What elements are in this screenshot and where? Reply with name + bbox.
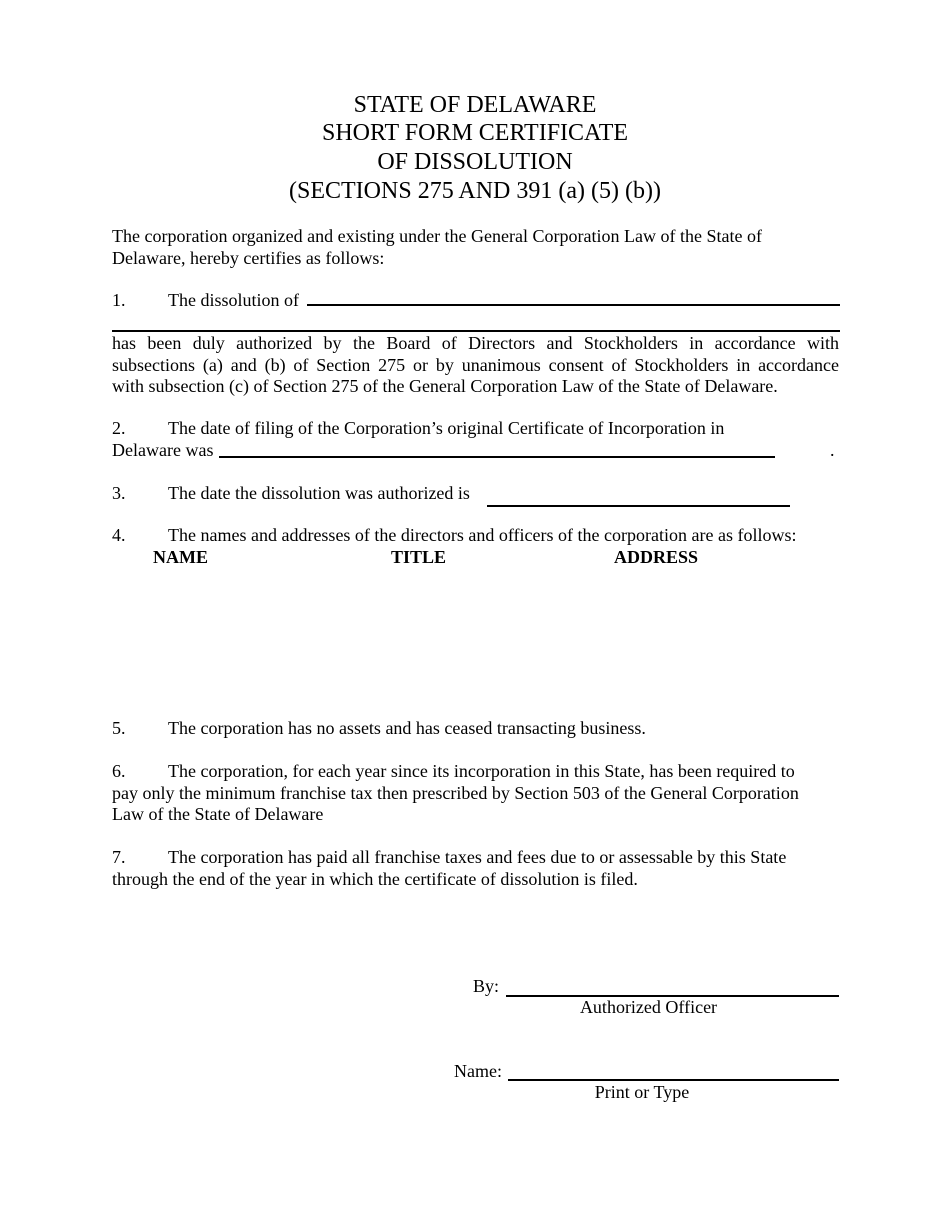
item-2-line-1: The date of filing of the Corporation’s original Certificate of Incorporation in xyxy=(168,418,725,438)
item-1-paragraph xyxy=(112,333,839,398)
column-header-name: NAME xyxy=(153,547,208,567)
by-label: By: xyxy=(473,976,500,996)
item-1-line-2: subsections (a) and (b) of Section 275 or by unanimous consent of Stockholders in accordance xyxy=(112,354,839,375)
printed-name-field[interactable] xyxy=(508,1079,839,1081)
incorporation-date-field[interactable] xyxy=(219,456,775,458)
title-line-3: OF DISSOLUTION xyxy=(377,149,573,175)
item-1-line-3: with subsection (c) of Section 275 of the General Corporation Law of the State of Delaware. xyxy=(112,376,778,396)
title-line-2: SHORT FORM CERTIFICATE xyxy=(321,120,629,146)
item-3-number: 3. xyxy=(112,483,126,503)
item-2-period: . xyxy=(830,440,835,460)
intro-line-1: The corporation organized and existing under the General Corporation Law of the State of xyxy=(112,226,762,246)
column-header-address: ADDRESS xyxy=(614,547,699,567)
dissolution-of-field[interactable] xyxy=(307,304,840,306)
item-3-label: The date the dissolution was authorized is xyxy=(168,483,470,503)
item-6-line-3: Law of the State of Delaware xyxy=(112,804,324,824)
item-6-line-1: The corporation, for each year since its incorporation in this State, has been required to xyxy=(168,761,795,781)
item-1-label: The dissolution of xyxy=(168,290,299,310)
item-6-line-2: pay only the minimum franchise tax then prescribed by Section 503 of the General Corporation xyxy=(112,783,799,803)
item-1-number: 1. xyxy=(112,290,126,310)
item-4-text: The names and addresses of the directors and officers of the corporation are as follows: xyxy=(168,525,797,545)
item-5-text: The corporation has no assets and has ceased transacting business. xyxy=(168,718,646,738)
dissolution-of-field-line-2[interactable] xyxy=(112,330,840,332)
authorized-officer-caption: Authorized Officer xyxy=(579,997,718,1017)
item-7-number: 7. xyxy=(112,847,126,867)
column-header-title: TITLE xyxy=(391,547,447,567)
name-label: Name: xyxy=(454,1061,502,1081)
item-2-number: 2. xyxy=(112,418,126,438)
item-6-number: 6. xyxy=(112,761,126,781)
intro-line-2: Delaware, hereby certifies as follows: xyxy=(112,247,385,268)
title-line-1: STATE OF DELAWARE xyxy=(353,92,597,118)
item-2-label: Delaware was xyxy=(112,440,214,460)
authorization-date-field[interactable] xyxy=(487,505,790,507)
item-5-number: 5. xyxy=(112,718,126,738)
print-or-type-caption: Print or Type xyxy=(594,1082,690,1102)
item-1-line-1: has been duly authorized by the Board of Directors and Stockholders in accordance with xyxy=(112,333,839,353)
item-7-line-1: The corporation has paid all franchise taxes and fees due to or assessable by this State xyxy=(168,847,787,867)
intro-paragraph xyxy=(112,226,839,269)
item-4-number: 4. xyxy=(112,525,126,545)
title-line-4: (SECTIONS 275 AND 391 (a) (5) (b)) xyxy=(289,178,661,204)
item-7-line-2: through the end of the year in which the certificate of dissolution is filed. xyxy=(112,869,638,889)
